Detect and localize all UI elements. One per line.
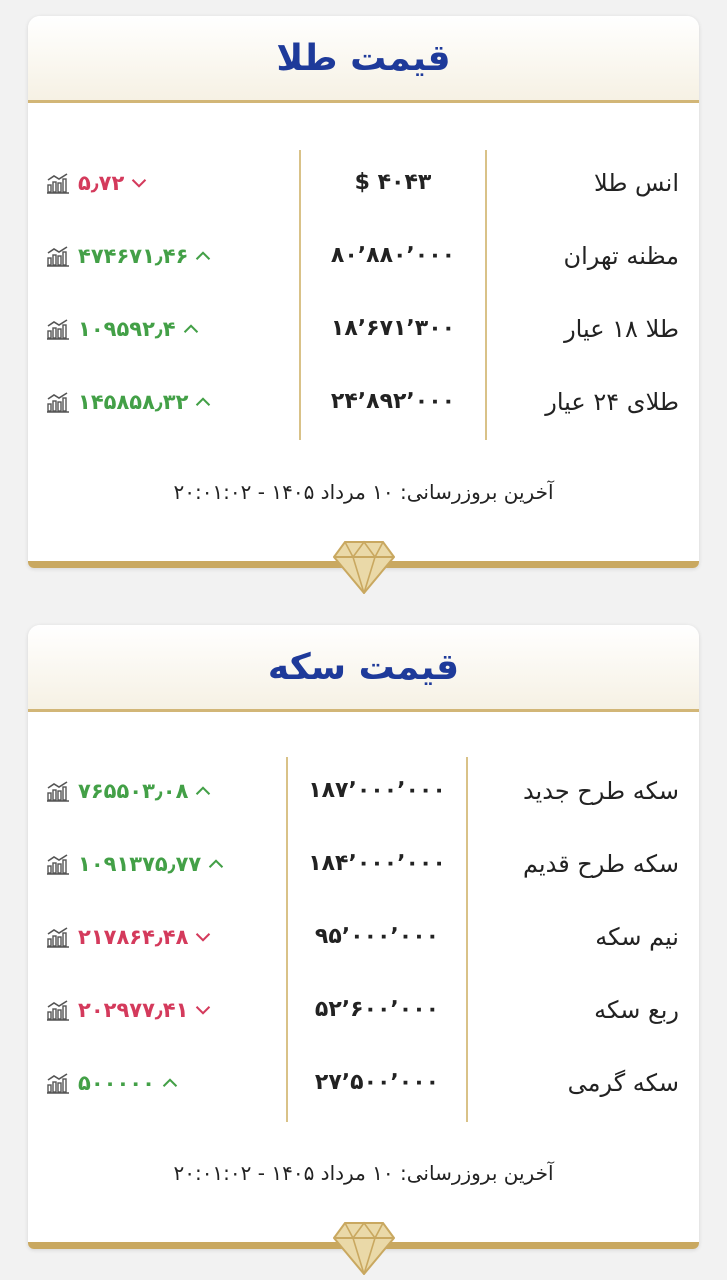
chevron-up-icon xyxy=(207,858,225,870)
item-price: ۱۸۴٬۰۰۰٬۰۰۰ xyxy=(308,851,446,876)
item-name: مظنه تهران xyxy=(563,242,679,270)
item-price: ۸۰٬۸۸۰٬۰۰۰ xyxy=(330,243,456,268)
item-price: $ ۴۰۴۳ xyxy=(354,170,432,195)
coin-card-title: قیمت سکه xyxy=(267,646,460,688)
change-value: ۷۶۵۵۰۳٫۰۸ xyxy=(78,779,189,803)
item-price: ۲۴٬۸۹۲٬۰۰۰ xyxy=(330,389,456,414)
change-value: ۲۱۷۸۶۴٫۴۸ xyxy=(78,925,189,949)
price-row[interactable] xyxy=(28,1063,699,1103)
price-row[interactable] xyxy=(28,382,699,422)
change-cell[interactable] xyxy=(46,309,200,349)
bar-chart-icon xyxy=(46,853,70,875)
item-price: ۵۲٬۶۰۰٬۰۰۰ xyxy=(314,997,440,1022)
item-name: انس طلا xyxy=(594,169,679,197)
chevron-down-icon xyxy=(194,1004,212,1016)
bar-chart-icon xyxy=(46,172,70,194)
item-price: ۱۸٬۶۷۱٬۳۰۰ xyxy=(330,316,456,341)
change-cell[interactable] xyxy=(46,1063,179,1103)
gold-last-updated: آخرین بروزرسانی: ۱۰ مرداد ۱۴۰۵ - ۲۰:۰۱:۰۲ xyxy=(173,480,554,504)
item-name: سکه گرمی xyxy=(567,1069,679,1097)
gold-price-card xyxy=(28,16,699,568)
change-cell[interactable] xyxy=(46,917,212,957)
bar-chart-icon xyxy=(46,780,70,802)
item-name: نیم سکه xyxy=(595,923,679,951)
price-row[interactable] xyxy=(28,309,699,349)
change-value: ۱۰۹۵۹۲٫۴ xyxy=(78,317,176,341)
item-price: ۹۵٬۰۰۰٬۰۰۰ xyxy=(314,924,440,949)
chevron-down-icon xyxy=(194,931,212,943)
coin-price-card xyxy=(28,625,699,1249)
price-row[interactable] xyxy=(28,771,699,811)
item-name: ربع سکه xyxy=(594,996,679,1024)
price-row[interactable] xyxy=(28,236,699,276)
chevron-up-icon xyxy=(161,1077,179,1089)
item-name: سکه طرح جدید xyxy=(522,777,679,805)
change-value: ۵۰۰۰۰۰ xyxy=(78,1071,155,1095)
diamond-icon xyxy=(333,1221,395,1275)
change-cell[interactable] xyxy=(46,163,148,203)
item-name: طلا ۱۸ عیار xyxy=(564,315,679,343)
diamond-icon xyxy=(333,540,395,594)
item-name: طلای ۲۴ عیار xyxy=(545,388,679,416)
change-value: ۲۰۲۹۷۷٫۴۱ xyxy=(78,998,189,1022)
chevron-up-icon xyxy=(194,250,212,262)
change-value: ۱۴۵۸۵۸٫۳۲ xyxy=(78,390,189,414)
bar-chart-icon xyxy=(46,926,70,948)
chevron-down-icon xyxy=(130,177,148,189)
change-value: ۱۰۹۱۳۷۵٫۷۷ xyxy=(78,852,202,876)
chevron-up-icon xyxy=(194,396,212,408)
item-name: سکه طرح قدیم xyxy=(522,850,679,878)
change-value: ۴۷۴۶۷۱٫۴۶ xyxy=(78,244,189,268)
bar-chart-icon xyxy=(46,245,70,267)
change-cell[interactable] xyxy=(46,382,212,422)
change-cell[interactable] xyxy=(46,990,212,1030)
price-row[interactable] xyxy=(28,917,699,957)
item-price: ۱۸۷٬۰۰۰٬۰۰۰ xyxy=(308,778,446,803)
item-price: ۲۷٬۵۰۰٬۰۰۰ xyxy=(314,1070,440,1095)
gold-card-header xyxy=(28,16,699,103)
price-row[interactable] xyxy=(28,990,699,1030)
bar-chart-icon xyxy=(46,318,70,340)
bar-chart-icon xyxy=(46,999,70,1021)
bar-chart-icon xyxy=(46,1072,70,1094)
price-row[interactable] xyxy=(28,163,699,203)
chevron-up-icon xyxy=(182,323,200,335)
price-row[interactable] xyxy=(28,844,699,884)
coin-last-updated: آخرین بروزرسانی: ۱۰ مرداد ۱۴۰۵ - ۲۰:۰۱:۰۲ xyxy=(173,1161,554,1185)
bar-chart-icon xyxy=(46,391,70,413)
change-cell[interactable] xyxy=(46,844,225,884)
chevron-up-icon xyxy=(194,785,212,797)
coin-card-header xyxy=(28,625,699,712)
change-value: ۵٫۷۲ xyxy=(78,171,125,195)
gold-card-title: قیمت طلا xyxy=(276,37,451,79)
change-cell[interactable] xyxy=(46,236,212,276)
change-cell[interactable] xyxy=(46,771,212,811)
